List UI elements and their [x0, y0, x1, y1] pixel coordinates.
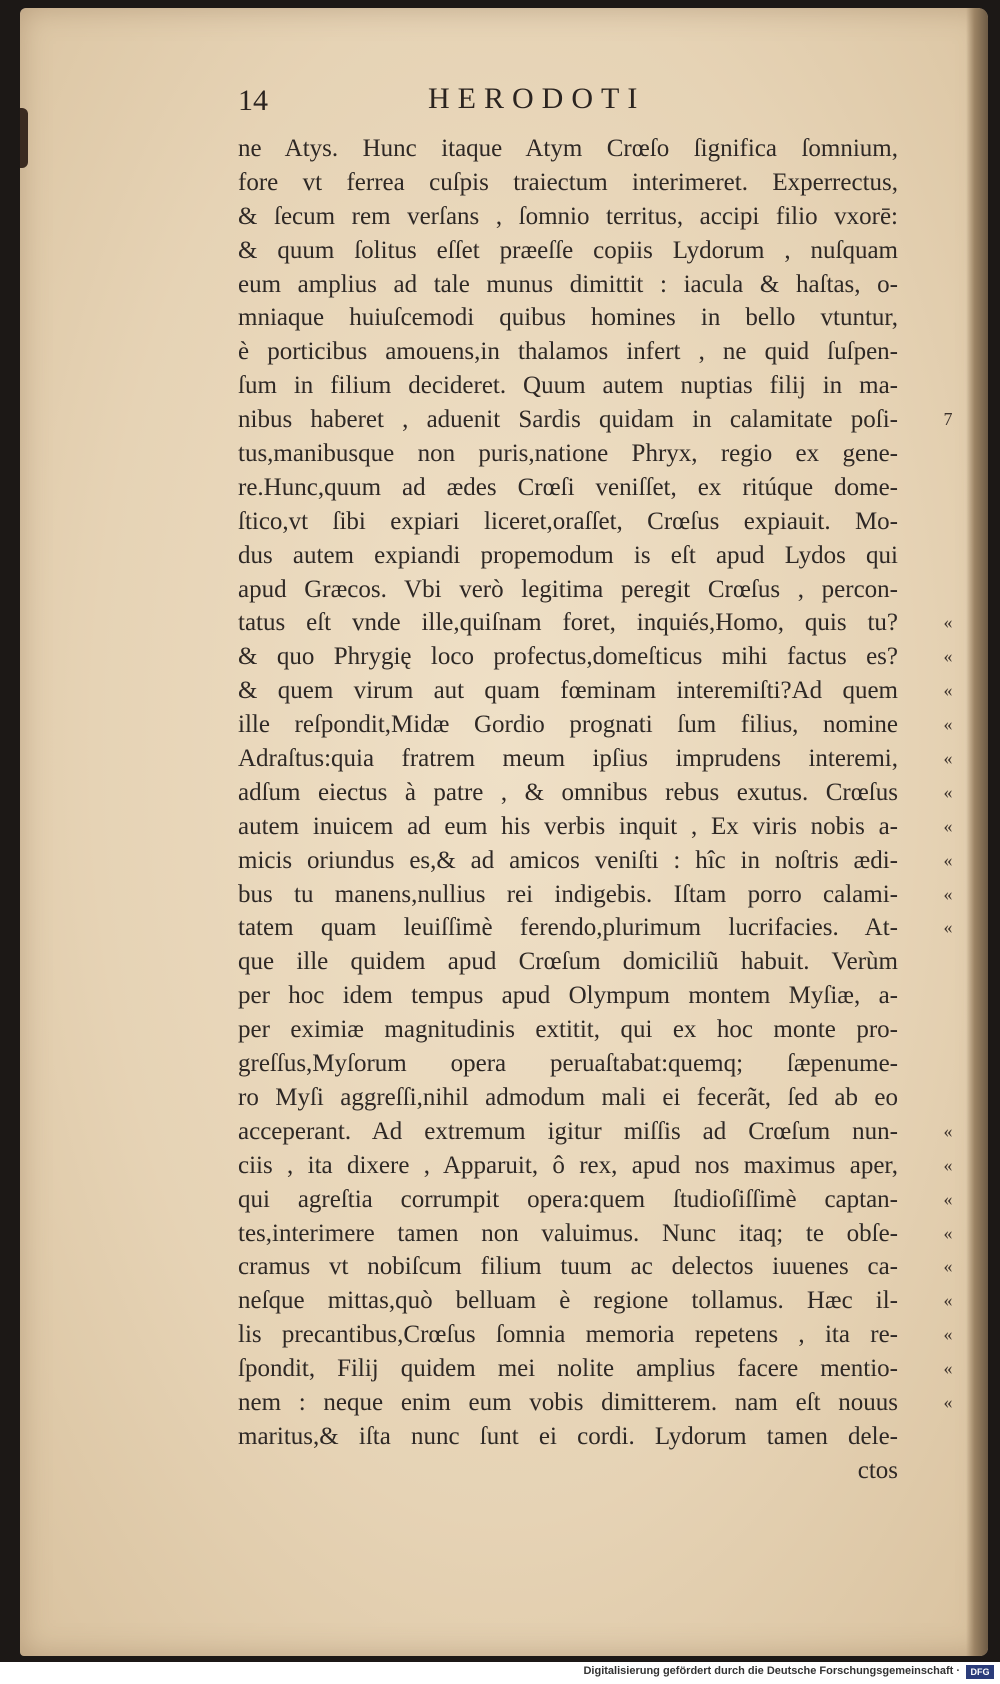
text-line: per hoc idem tempus apud Olympum montem Myſiæ, a- — [238, 982, 898, 1010]
text-line: ctos — [857, 1456, 898, 1484]
page-number: 14 — [238, 84, 268, 117]
margin-mark: « — [943, 781, 953, 802]
text-line: ciis , ita dixere , Apparuit, ô rex, apud nos maximus aper, — [238, 1151, 898, 1179]
margin-mark: « — [943, 883, 953, 904]
text-line: cramus vt nobiſcum filium tuum ac delectos iuuenes ca- — [238, 1253, 898, 1281]
margin-mark: « — [943, 1120, 953, 1141]
text-line: ſtico,vt ſibi expiari liceret,oraſſet, Crœſus expiauit. Mo- — [238, 507, 898, 535]
text-line: maritus,& iſta nunc ſunt ei cordi. Lydorum tamen dele- — [238, 1422, 898, 1450]
margin-mark — [928, 369, 968, 403]
margin-mark: « — [943, 748, 953, 769]
margin-mark — [928, 301, 968, 335]
text-line: adſum eiectus à patre , & omnibus rebus exutus. Crœſus — [238, 778, 898, 806]
margin-mark — [928, 979, 968, 1013]
margin-mark: « — [943, 1290, 953, 1311]
dfg-logo: DFG — [966, 1665, 994, 1679]
footer-credit: Digitalisierung gefördert durch die Deutsche Forschungsgemeinschaft · — [583, 1665, 960, 1677]
text-line: ne Atys. Hunc itaque Atym Crœſo ſignifica ſomnium, — [238, 135, 898, 162]
page-edge-right — [966, 8, 988, 1656]
margin-mark: « — [943, 680, 953, 701]
text-line: mniaque huiuſcemodi quibus homines in bello vtuntur, — [238, 304, 898, 332]
text-line: & quum ſolitus eſſet præeſſe copiis Lydorum , nuſquam — [238, 236, 898, 264]
text-line: fore vt ferrea cuſpis traiectum interimeret. Experrectus, — [238, 168, 898, 196]
page-edge-left — [20, 108, 28, 168]
margin-mark — [928, 1081, 968, 1115]
margin-mark: 7 — [943, 409, 953, 430]
margin-mark: « — [943, 1324, 953, 1345]
text-line: tus,manibusque non puris,natione Phryx, regio ex gene- — [238, 440, 898, 468]
margin-mark: « — [943, 646, 953, 667]
margin-mark — [928, 200, 968, 234]
margin-mark: « — [943, 714, 953, 735]
text-line: lis precantibus,Crœſus ſomnia memoria repetens , ita re- — [238, 1321, 898, 1349]
margin-marks — [928, 132, 968, 1420]
margin-mark: « — [943, 815, 953, 836]
margin-mark: « — [943, 1256, 953, 1277]
margin-mark — [928, 945, 968, 979]
text-line: acceperant. Ad extremum igitur miſſis ad Crœſum nun- — [238, 1117, 898, 1145]
text-line: ille reſpondit,Midæ Gordio prognati ſum filius, nomine — [238, 711, 898, 739]
margin-mark — [928, 1047, 968, 1081]
text-line: neſque mittas,quò belluam è regione tollamus. Hæc il- — [238, 1287, 898, 1315]
text-line: & ſecum rem verſans , ſomnio territus, accipi filio vxorē: — [238, 202, 898, 230]
text-line: tatem quam leuiſſimè ferendo,plurimum lucrifacies. At- — [238, 914, 898, 942]
text-line: è porticibus amouens,in thalamos infert , ne quid ſuſpen- — [238, 338, 898, 366]
margin-mark — [928, 505, 968, 539]
text-line: eum amplius ad tale munus dimittit : iacula & haſtas, o- — [238, 270, 898, 298]
margin-mark — [928, 539, 968, 573]
text-line: autem inuicem ad eum his verbis inquit , Ex viris nobis a- — [238, 812, 898, 840]
text-line: nem : neque enim eum vobis dimitterem. nam eſt nouus — [238, 1388, 898, 1416]
text-line: nibus haberet , aduenit Sardis quidam in calamitate poſi- — [238, 406, 898, 434]
text-line: bus tu manens,nullius rei indigebis. Iſtam porro calami- — [238, 880, 898, 908]
margin-mark: « — [943, 849, 953, 870]
margin-mark — [928, 132, 968, 166]
text-line: re.Hunc,quum ad ædes Crœſi veniſſet, ex ritúque dome- — [238, 473, 898, 501]
margin-mark: « — [943, 612, 953, 633]
margin-mark: « — [943, 1154, 953, 1175]
margin-mark: « — [943, 1222, 953, 1243]
text-line: ſum in filium decideret. Quum autem nuptias filij in ma- — [238, 372, 898, 400]
margin-mark: « — [943, 917, 953, 938]
text-line: micis oriundus es,& ad amicos veniſti : hîc in noſtris ædi- — [238, 846, 898, 874]
text-line: Adraſtus:quia fratrem meum ipſius imprudens interemi, — [238, 745, 898, 773]
margin-mark — [928, 1013, 968, 1047]
text-line: & quem virum aut quam fœminam interemiſti?Ad quem — [238, 677, 898, 705]
margin-mark — [928, 437, 968, 471]
text-line: dus autem expiandi propemodum is eſt apud Lydos qui — [238, 541, 898, 569]
margin-mark — [928, 573, 968, 607]
text-line: apud Græcos. Vbi verò legitima peregit Crœſus , percon- — [238, 575, 898, 603]
text-line: tatus eſt vnde ille,quiſnam foret, inquiés,Homo, quis tu? — [238, 609, 898, 637]
margin-mark: « — [943, 1358, 953, 1379]
text-line: greſſus,Myſorum opera peruaſtabat:quemq; ſæpenume- — [238, 1050, 898, 1078]
page-header — [238, 84, 758, 124]
margin-mark — [928, 268, 968, 302]
text-line: per eximiæ magnitudinis extitit, qui ex hoc monte pro- — [238, 1016, 898, 1044]
footer-bar — [0, 1662, 1000, 1684]
text-line: ro Myſi aggreſſi,nihil admodum mali ei fecerãt, ſed ab eo — [238, 1083, 898, 1111]
margin-mark — [928, 234, 968, 268]
text-line: ſpondit, Filij quidem mei nolite amplius facere mentio- — [238, 1355, 898, 1383]
text-line: que ille quidem apud Crœſum domiciliũ habuit. Verùm — [238, 948, 898, 976]
text-line: tes,interimere tamen non valuimus. Nunc itaq; te obſe- — [238, 1219, 898, 1247]
margin-mark — [928, 166, 968, 200]
body-text — [238, 132, 898, 1488]
text-line: & quo Phrygię loco profectus,domeſticus mihi factus es? — [238, 643, 898, 671]
margin-mark: « — [943, 1188, 953, 1209]
running-title: HERODOTI — [428, 82, 646, 115]
text-line: qui agreſtia corrumpit opera:quem ſtudioſiſſimè captan- — [238, 1185, 898, 1213]
margin-mark: « — [943, 1391, 953, 1412]
margin-mark — [928, 335, 968, 369]
margin-mark — [928, 471, 968, 505]
